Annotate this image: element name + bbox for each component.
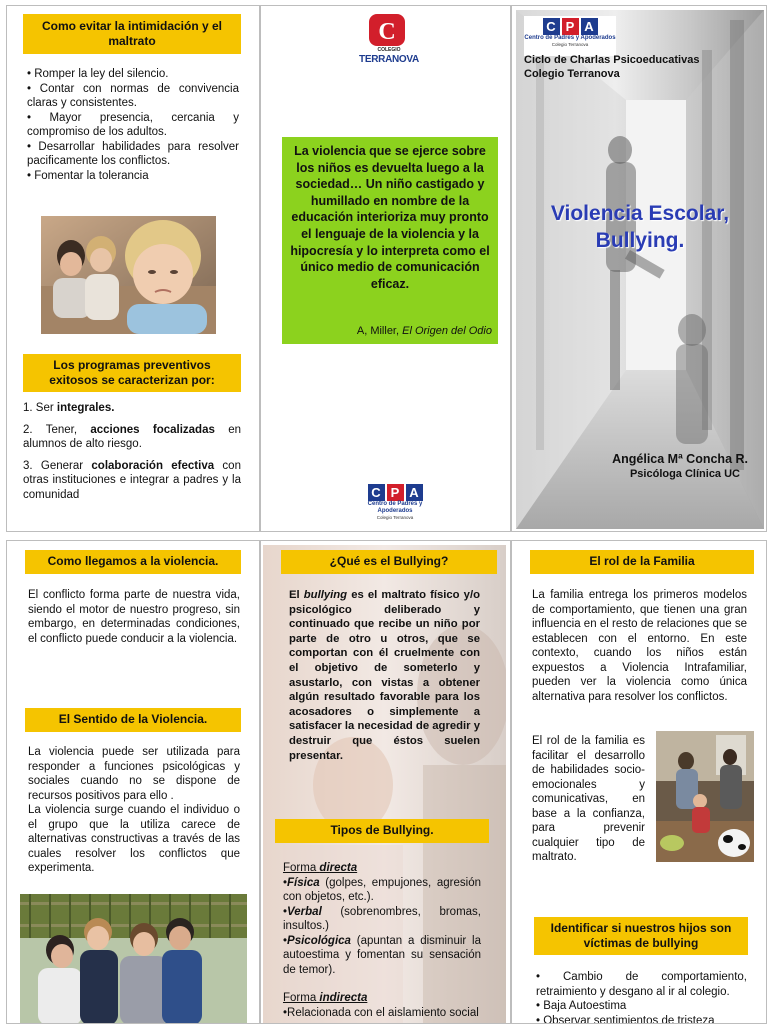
quote-box bbox=[282, 137, 498, 344]
tipo-item-psicologica: •Psicológica (apuntan a disminuir la autoestima y fomentan su sensación de temor). bbox=[283, 934, 481, 976]
familia-paragraph-2: El rol de la familia es facilitar el desarrollo de habilidades socio-emocionales y comunicativas, en base a la confianza, para prevenir cualquier tipo de maltrato. bbox=[532, 735, 645, 863]
panel-bottom-right bbox=[511, 540, 767, 1024]
bullet-item: • Desarrollar habilidades para resolver pacificamente los conflictos. bbox=[27, 140, 239, 167]
sentido-paragraph-2: La violencia surge cuando el individuo o el grupo que la utiliza carece de alternativas constructivas a través de las cuales resolver los conflictos que experimenta. bbox=[28, 804, 240, 874]
senal-item: • Cambio de comportamiento, retraimiento y desgano al ir al colegio. bbox=[536, 971, 747, 998]
program-items bbox=[23, 401, 241, 502]
school-logo-letter: C bbox=[378, 19, 396, 45]
header-sentido-violencia: El Sentido de la Violencia. bbox=[25, 708, 241, 732]
cpa-logo-right: C P A Centro de Padres y Apoderados Colegio Terranova bbox=[524, 16, 616, 56]
series-line1: Ciclo de Charlas Psicoeducativas bbox=[524, 54, 700, 66]
forma-directa-label: Forma directa bbox=[283, 862, 358, 874]
school-logo-line2: TERRANOVA bbox=[359, 54, 419, 65]
sentido-paragraph-1: La violencia puede ser utilizada para responder a funciones psicológicas y sociales cuando no se dispone de recursos positivos para ello . bbox=[28, 746, 240, 802]
header-que-es-bullying: ¿Qué es el Bullying? bbox=[281, 550, 497, 574]
familia-paragraph-1: La familia entrega los primeros modelos de comportamiento, que tienen una gran influencia en el resto de relaciones que se establecen con el entorno. En este contexto, cuando los niños están expuestos a Violencia Intrafamiliar, pueden ver la violencia como única alternativa para resolver los conflictos. bbox=[532, 589, 747, 703]
kids-fighting-photo bbox=[20, 894, 247, 1024]
header-rol-familia: El rol de la Familia bbox=[530, 550, 754, 574]
panel-top-middle bbox=[260, 5, 511, 532]
school-logo-line1: COLEGIO bbox=[377, 47, 401, 53]
conflict-paragraph: El conflicto forma parte de nuestra vida, siendo el motor de nuestro progreso, sin embargo, en determinadas condiciones, el conflicto puede conducir a la violencia. bbox=[28, 589, 240, 645]
quote-text: La violencia que se ejerce sobre los niños es devuelta luego a la sociedad… Un niño castigado y humillado en nombre de la educación interioriza muy pronto el lenguaje de la violencia y la hipocresía y lo interpreta como el único medio de comunicación eficaz. bbox=[290, 144, 490, 291]
bullying-definition: El bullying es el maltrato físico y/o psicológico deliberado y continuado que recibe un niño por parte de otro u otros, que se comportan con él cruelmente con el objetivo de someterlo y asustarlo, con vistas a obtener algún resultado favorable para los acosadores o simplemente a satisfacer la necesidad de agredir y destruir que éstos suelen presentar. bbox=[289, 589, 481, 762]
main-title: Violencia Escolar, Bullying. bbox=[550, 202, 730, 252]
author-name: Angélica Mª Concha R. bbox=[612, 452, 748, 466]
panel-top-right bbox=[511, 5, 767, 532]
senales-bullets bbox=[536, 970, 747, 1024]
senal-item: • Observar sentimientos de tristeza bbox=[536, 1014, 715, 1024]
program-item-2: 2. Tener, acciones focalizadas en alumnos de alto riesgo. bbox=[23, 423, 241, 450]
cpa-logo-middle: C P A Centro de Padres y Apoderados Colegio Terranova bbox=[367, 485, 423, 520]
tipo-item-fisica: •Física (golpes, empujones, agresión con objetos, etc.). bbox=[283, 876, 481, 903]
header-identificar-victimas: Identificar si nuestros hijos son víctimas de bullying bbox=[534, 917, 748, 955]
senal-item: • Baja Autoestima bbox=[536, 1000, 627, 1012]
program-item-3: 3. Generar colaboración efectiva con otras instituciones e integrar a padres y la comunidad bbox=[23, 459, 241, 501]
bullet-item: • Contar con normas de convivencia claras y consistentes. bbox=[27, 82, 239, 109]
tipo-item-indirecta: •Relacionada con el aislamiento social bbox=[283, 1006, 479, 1019]
quote-citation: A, Miller, El Origen del Odio bbox=[356, 325, 492, 337]
author-role: Psicóloga Clínica UC bbox=[629, 468, 740, 480]
tipo-item-verbal: •Verbal (sobrenombres, bromas, insultos.) bbox=[283, 905, 481, 932]
series-line2: Colegio Terranova bbox=[524, 68, 620, 80]
family-photo bbox=[656, 731, 754, 862]
header-como-llegamos: Como llegamos a la violencia. bbox=[25, 550, 241, 574]
prevention-bullets bbox=[27, 67, 239, 183]
colegio-terranova-logo bbox=[355, 14, 423, 70]
sad-girl-photo bbox=[41, 216, 216, 334]
bullet-item: • Fomentar la tolerancia bbox=[27, 169, 149, 182]
panel-bottom-left bbox=[6, 540, 260, 1024]
bullet-item: • Romper la ley del silencio. bbox=[27, 68, 169, 80]
header-tipos-bullying: Tipos de Bullying. bbox=[275, 819, 489, 843]
tipos-list bbox=[283, 861, 481, 1020]
forma-indirecta-label: Forma indirecta bbox=[283, 992, 368, 1004]
bullet-item: • Mayor presencia, cercania y compromiso de los adultos. bbox=[27, 111, 239, 138]
panel-top-left bbox=[6, 5, 260, 532]
panel-bottom-middle bbox=[260, 540, 511, 1024]
program-item-1: 1. Ser integrales. bbox=[23, 402, 115, 414]
header-programas-preventivos: Los programas preventivos exitosos se caracterizan por: bbox=[23, 354, 241, 392]
header-evitar-intimidacion: Como evitar la intimidación y el maltrato bbox=[23, 14, 241, 54]
